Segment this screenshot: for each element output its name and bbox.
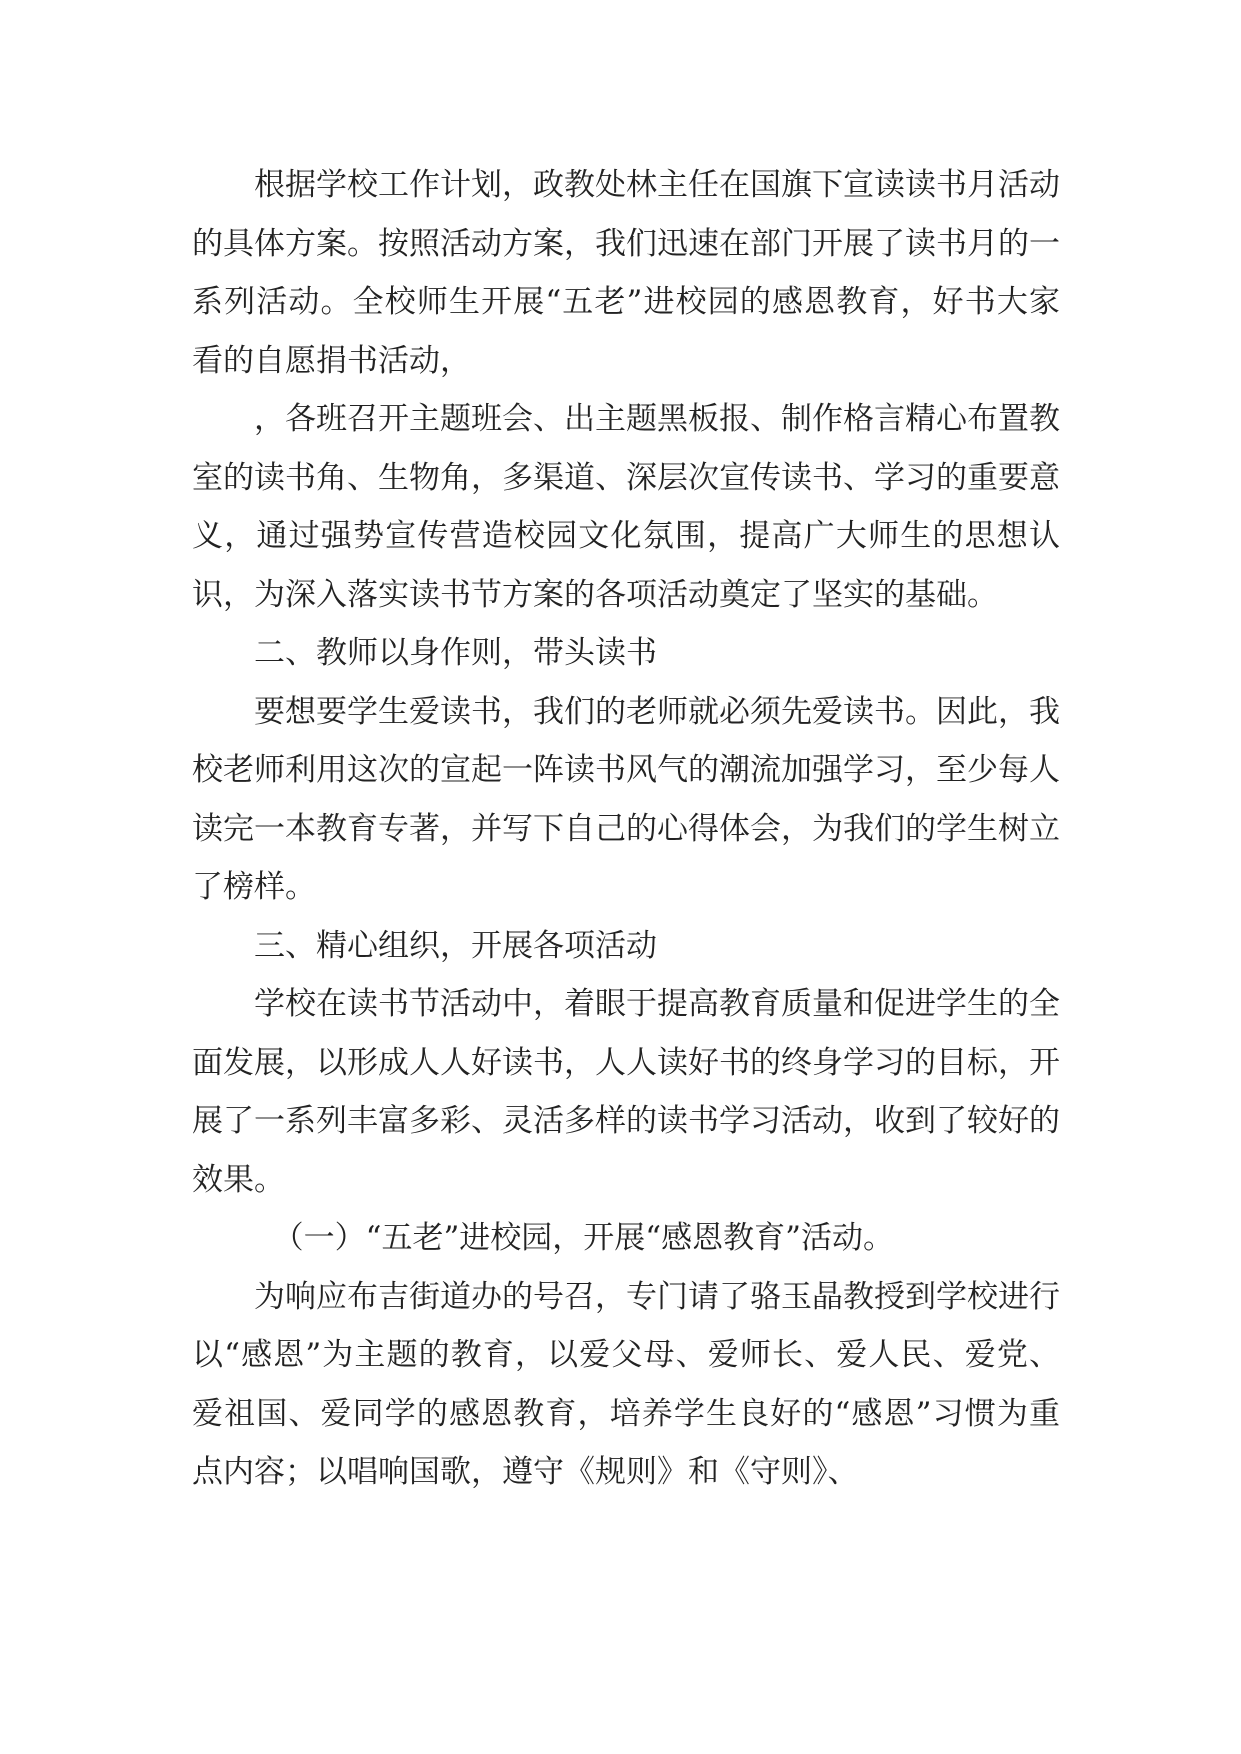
paragraph-reading-month-plan: 根据学校工作计划，政教处林主任在国旗下宣读读书月活动的具体方案。按照活动方案，我们迅速在部门开展了读书月的一系列活动。全校师生开展“五老”进校园的感恩教育，好书大家看的自愿捐书活动， xyxy=(192,167,1060,379)
section-heading-activities: 三、精心组织，开展各项活动 xyxy=(254,927,657,964)
subsection-heading-gratitude: （一）“五老”进校园，开展“感恩教育”活动。 xyxy=(272,1220,894,1256)
paragraph-class-activities: ，各班召开主题班会、出主题黑板报、制作格言精心布置教室的读书角、生物角，多渠道、深层次宣传读书、学习的重要意义，通过强势宣传营造校园文化氛围，提高广大师生的思想认识，为深入落实读书节方案的各项活动奠定了坚实的基础。 xyxy=(192,401,1060,613)
paragraph-gratitude-education: 为响应布吉街道办的号召，专门请了骆玉晶教授到学校进行以“感恩”为主题的教育，以爱父母、爱师长、爱人民、爱党、爱祖国、爱同学的感恩教育，培养学生良好的“感恩”习惯为重点内容；以唱响国歌，遵守《规则》和《守则》、 xyxy=(192,1278,1060,1490)
document-body xyxy=(192,156,1060,1502)
paragraph-teachers-reading: 要想要学生爱读书，我们的老师就必须先爱读书。因此，我校老师利用这次的宣起一阵读书风气的潮流加强学习，至少每人读完一本教育专著，并写下自己的心得体会，为我们的学生树立了榜样。 xyxy=(192,693,1060,905)
section-heading-teachers: 二、教师以身作则，带头读书 xyxy=(254,635,657,671)
paragraph-reading-festival: 学校在读书节活动中，着眼于提高教育质量和促进学生的全面发展，以形成人人好读书，人人读好书的终身学习的目标，开展了一系列丰富多彩、灵活多样的读书学习活动，收到了较好的效果。 xyxy=(192,986,1060,1198)
